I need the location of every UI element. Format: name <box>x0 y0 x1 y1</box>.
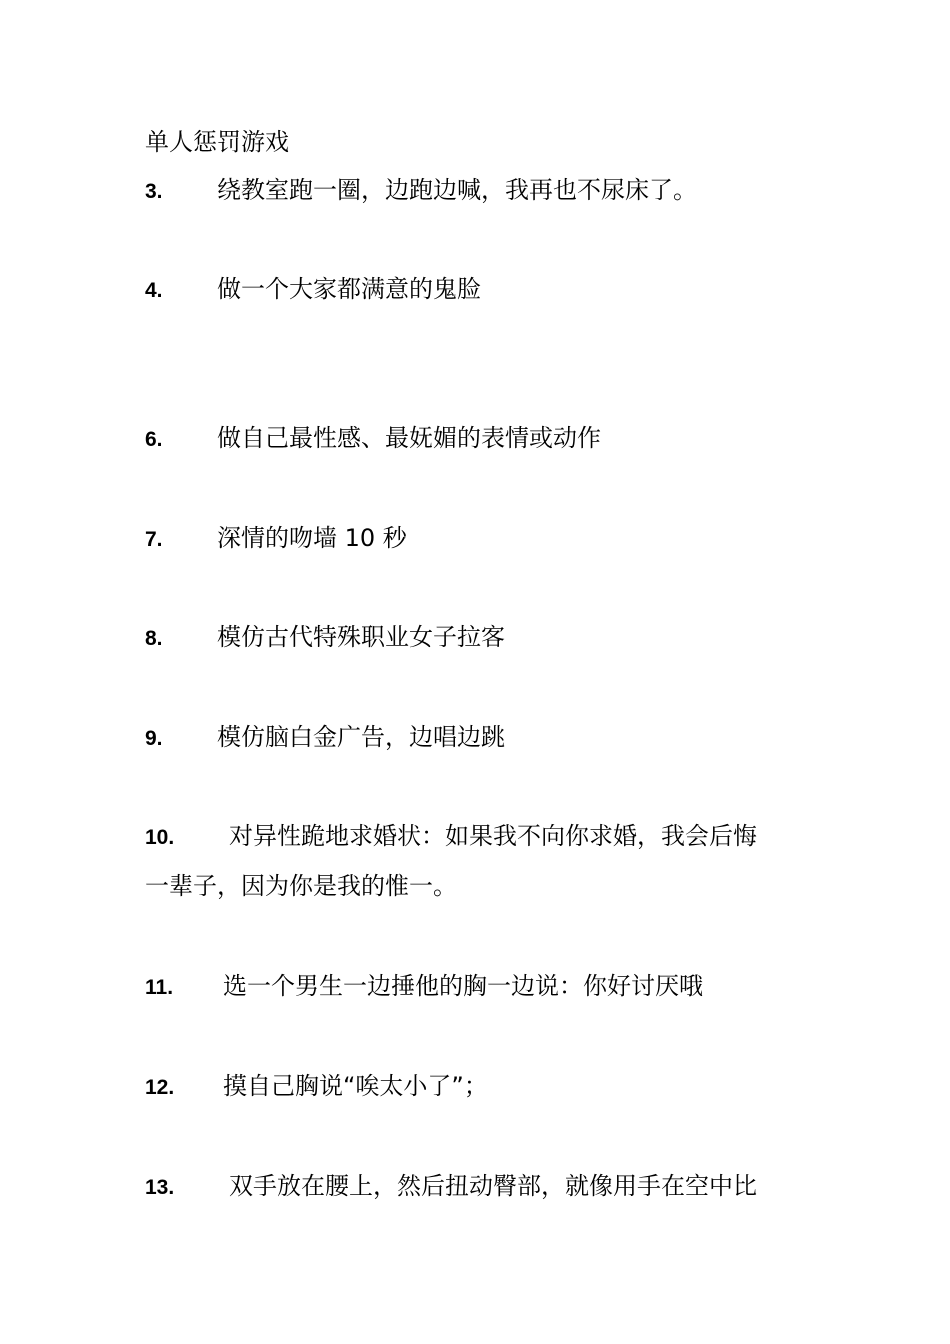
list-item <box>145 1062 825 1112</box>
list-item <box>145 613 825 663</box>
item-number: 3. <box>145 180 163 203</box>
item-text: 对异性跪地求婚状：如果我不向你求婚，我会后悔 <box>229 822 757 850</box>
item-text: 选一个男生一边捶他的胸一边说：你好讨厌哦 <box>223 972 703 1000</box>
list-item <box>145 962 825 1012</box>
item-text: 深情的吻墙 10 秒 <box>217 524 407 552</box>
list-item <box>145 812 825 862</box>
list-item <box>145 514 825 564</box>
list-item <box>145 713 825 763</box>
item-text: 做自己最性感、最妩媚的表情或动作 <box>217 424 601 452</box>
list-item <box>145 166 825 216</box>
item-number: 7. <box>145 528 163 551</box>
list-item <box>145 414 825 464</box>
item-number: 10. <box>145 826 175 849</box>
item-number: 8. <box>145 627 163 650</box>
item-text: 做一个大家都满意的鬼脸 <box>217 275 481 303</box>
list-item-continuation <box>145 862 825 911</box>
item-number: 11. <box>145 976 174 999</box>
item-number: 13. <box>145 1176 175 1199</box>
document-title: 单人惩罚游戏 <box>145 128 289 156</box>
list-item <box>145 265 825 315</box>
list-item <box>145 1162 825 1212</box>
item-text-continuation: 一辈子，因为你是我的惟一。 <box>145 872 457 900</box>
item-number: 12. <box>145 1076 175 1099</box>
item-number: 6. <box>145 428 163 451</box>
item-text: 模仿古代特殊职业女子拉客 <box>217 623 505 651</box>
item-text: 摸自己胸说“唉太小了”； <box>223 1072 488 1100</box>
item-text: 模仿脑白金广告，边唱边跳 <box>217 723 505 751</box>
item-text: 绕教室跑一圈，边跑边喊，我再也不尿床了。 <box>217 176 697 204</box>
item-number: 4. <box>145 279 163 302</box>
item-text: 双手放在腰上，然后扭动臀部，就像用手在空中比 <box>229 1172 757 1200</box>
item-number: 9. <box>145 727 163 750</box>
